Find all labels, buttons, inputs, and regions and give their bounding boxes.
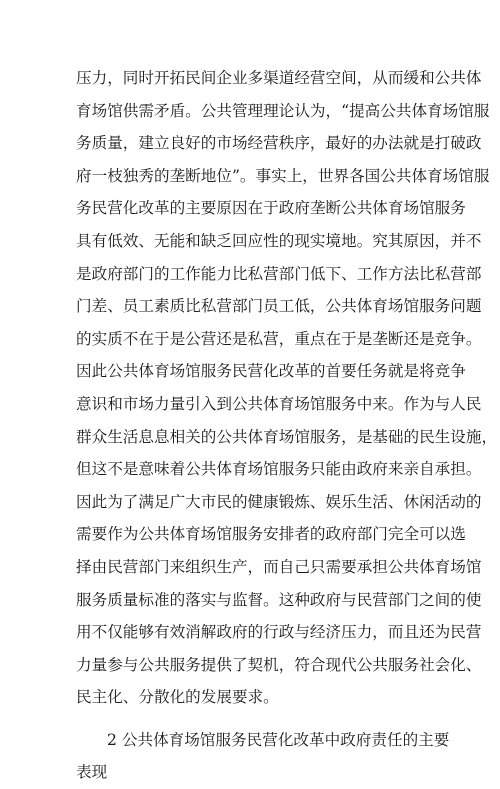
paragraph-line: 务质量，建立良好的市场经营秩序，最好的办法就是打破政 — [76, 134, 482, 153]
paragraph-line: 择由民营部门来组织生产，而自己只需要承担公共体育场馆 — [76, 557, 482, 576]
paragraph-line: 的实质不在于是公营还是私营，重点在于是垄断还是竞争。 — [76, 329, 482, 348]
document-page — [76, 62, 498, 789]
section-heading-line: 表现 — [76, 763, 108, 782]
section-gap — [76, 714, 428, 724]
paragraph-line: 因此为了满足广大市民的健康锻炼、娱乐生活、休闲活动的 — [76, 492, 482, 511]
paragraph-line: 民主化、分散化的发展要求。 — [76, 688, 279, 707]
paragraph-line: 需要作为公共体育场馆服务安排者的政府部门完全可以选 — [76, 525, 466, 544]
paragraph-line: 压力，同时开拓民间企业多渠道经营空间，从而缓和公共体 — [76, 69, 482, 87]
paragraph-line: 服务质量标准的落实与监督。这种政府与民营部门之间的使 — [76, 590, 482, 609]
paragraph-line: 但这不是意味着公共体育场馆服务只能由政府来亲自承担。 — [76, 460, 482, 479]
paragraph-line: 用不仅能够有效消解政府的行政与经济压力，而且还为民营 — [76, 623, 482, 642]
section-heading — [76, 724, 450, 789]
paragraph-line: 是政府部门的工作能力比私营部门低下、工作方法比私营部 — [76, 264, 482, 283]
paragraph-line: 群众生活息息相关的公共体育场馆服务，是基础的民生设施， — [76, 427, 498, 446]
paragraph-line: 因此公共体育场馆服务民营化改革的首要任务就是将竞争 — [76, 362, 466, 381]
section-heading-line: 2 公共体育场馆服务民营化改革中政府责任的主要 — [107, 730, 450, 749]
paragraph-line: 力量参与公共服务提供了契机，符合现代公共服务社会化、 — [76, 655, 482, 674]
body-paragraph — [76, 62, 498, 714]
paragraph-line: 门差、员工素质比私营部门员工低，公共体育场馆服务问题 — [76, 297, 482, 316]
paragraph-line: 意识和市场力量引入到公共体育场馆服务中来。作为与人民 — [76, 394, 482, 413]
paragraph-line: 育场馆供需矛盾。公共管理理论认为，“提高公共体育场馆服 — [76, 101, 490, 120]
paragraph-line: 务民营化改革的主要原因在于政府垄断公共体育场馆服务 — [76, 199, 466, 218]
paragraph-line: 府一枝独秀的垄断地位”。事实上，世界各国公共体育场馆服 — [76, 166, 490, 185]
paragraph-line: 具有低效、无能和缺乏回应性的现实境地。究其原因，并不 — [76, 231, 482, 250]
